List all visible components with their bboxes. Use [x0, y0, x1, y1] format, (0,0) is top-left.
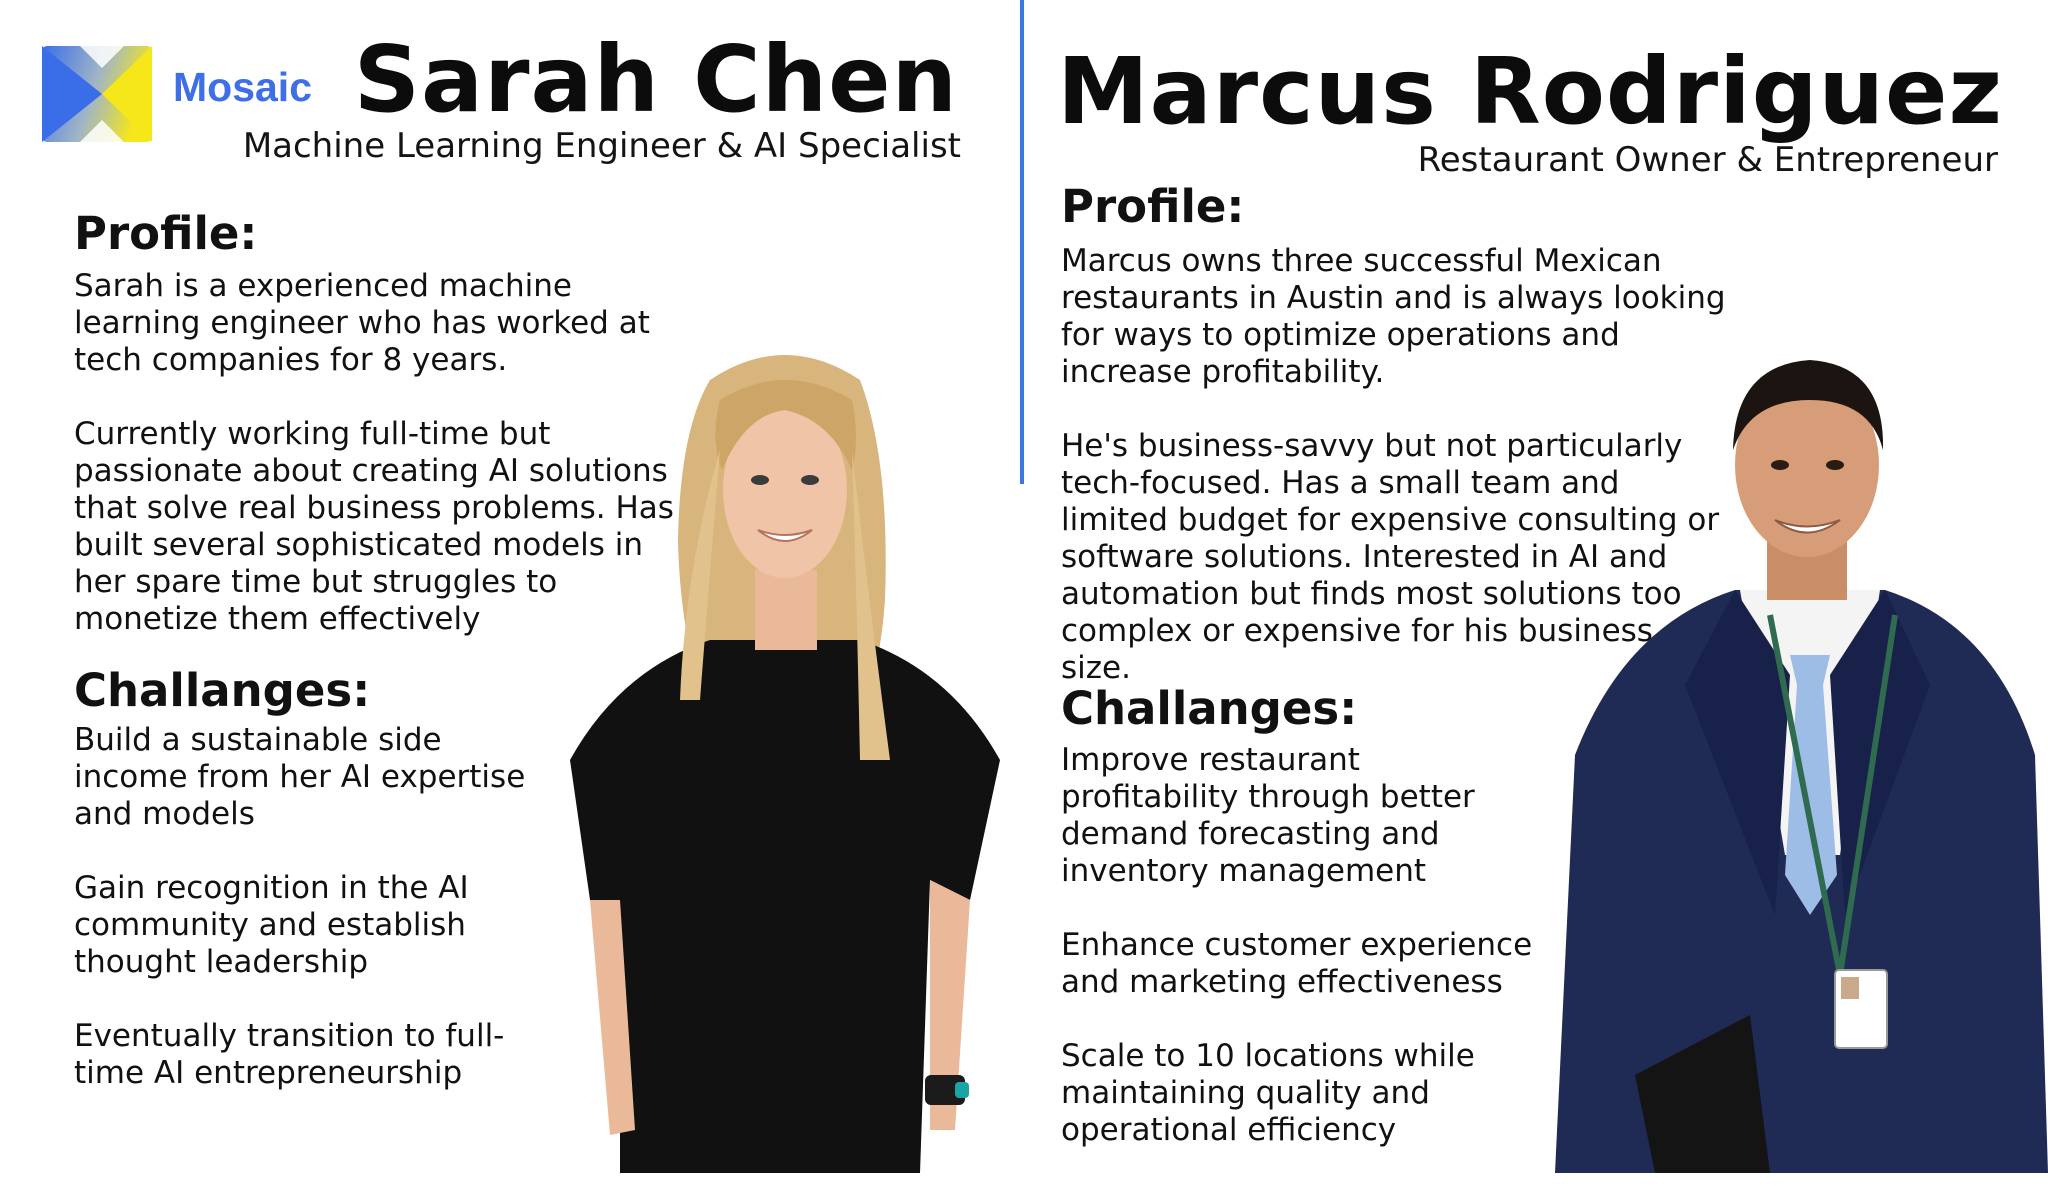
profile-heading: Profile: [1061, 180, 1245, 233]
mosaic-logo-icon [42, 46, 152, 142]
challenge-item: Enhance customer experience and marketing effectiveness [1061, 927, 1533, 1000]
persona-photo [1535, 355, 2048, 1173]
profile-paragraph: Sarah is a experienced machine learning engineer who has worked at tech companies for 8 years. [74, 268, 650, 378]
profile-heading: Profile: [74, 207, 258, 260]
challenge-item: Scale to 10 locations while maintaining quality and operational efficiency [1061, 1038, 1475, 1148]
persona-role: Machine Learning Engineer & AI Specialist [242, 126, 961, 166]
profile-paragraph: Marcus owns three successful Mexican restaurants in Austin and is always looking for ways to optimize operations and increase profitability. [1061, 243, 1726, 390]
challenges-list [74, 722, 554, 1129]
challenges-list [1061, 742, 1541, 1186]
challenge-item: Build a sustainable side income from her AI expertise and models [74, 722, 526, 832]
challenges-heading: Challanges: [1061, 682, 1358, 735]
persona-name: Marcus Rodriguez [1057, 38, 2003, 145]
challenge-item: Gain recognition in the AI community and establish thought leadership [74, 870, 469, 980]
challenge-item: Eventually transition to full-time AI entrepreneurship [74, 1018, 505, 1091]
challenge-item: Improve restaurant profitability through better demand forecasting and inventory management [1061, 742, 1475, 889]
persona-photo [560, 340, 1010, 1173]
profile-paragraph: He's business-savvy but not particularly tech-focused. Has a small team and limited budget for expensive consulting or software solutions. Interested in AI and automation but finds most solutions too complex or expensive for his business size. [1061, 428, 1720, 686]
brand-name: Mosaic [173, 64, 312, 110]
persona-name: Sarah Chen [353, 26, 958, 133]
column-divider [1020, 0, 1024, 484]
profile-paragraph: Currently working full-time but passionate about creating AI solutions that solve real business problems. Has built several sophisticated models in her spare time but struggles to monetize them effectively [74, 416, 674, 637]
challenges-heading: Challanges: [74, 664, 371, 717]
persona-role: Restaurant Owner & Entrepreneur [1417, 140, 1998, 180]
